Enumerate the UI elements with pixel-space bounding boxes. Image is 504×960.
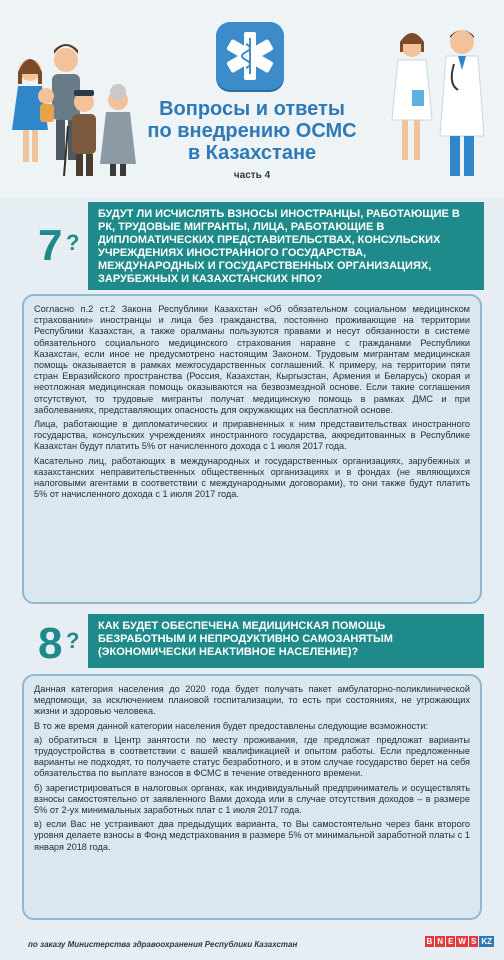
- answer-8-paragraph-3: а) обратиться в Центр занятости по месту проживания, где предложат предложат варианты трудоустройства в соответствии с вашей квалификацией и опытом работы. Если предложенные варианты не подходят, то получаете статус безработного, и в этом случае государство берет на себя обязательства по выплате взносов в ФСМС в течение отведенного времени.: [34, 734, 470, 779]
- answer-8-paragraph-4: б) зарегистрироваться в налоговых органах, как индивидуальный предприниматель и осуществлять взносы самостоятельно от заявленного Вами дохода или в случае отсутствия доходов – в размере 5% от 2-ух минимальных заработных плат с 1 июля 2017 года.: [34, 782, 470, 816]
- question-mark-icon: ?: [66, 628, 80, 653]
- brand-letter: W: [458, 937, 466, 946]
- bnews-logo: [425, 936, 494, 947]
- family-illustration: [6, 30, 146, 180]
- question-mark-icon: ?: [66, 230, 80, 255]
- brand-letter: E: [448, 937, 454, 946]
- doctors-illustration: [382, 20, 500, 188]
- footer-credit: по заказу Министерства здравоохранения Республики Казахстан: [28, 940, 298, 949]
- answer-7-paragraph-3: Касательно лиц, работающих в международных и государственных организациях, зарубежных и казахстанских неправительственных общественных организациях и в фондах (не являющихся налоговыми агентами в соответствии с международными договорами), то они также будут платить 5% от начисленного дохода с 1 июля 2017 года.: [34, 455, 470, 500]
- page-subtitle: часть 4: [233, 170, 271, 181]
- star-of-life-icon: [216, 22, 284, 90]
- question-7-number: 7: [38, 221, 63, 270]
- question-8-number: 8: [38, 619, 63, 668]
- brand-letter: S: [470, 937, 477, 946]
- answer-8-paragraph-2: В то же время данной категории населения будет предоставлены следующие возможности:: [34, 720, 429, 731]
- brand-suffix: KZ: [481, 937, 492, 946]
- answer-7-box: [22, 294, 482, 604]
- brand-letter: N: [437, 937, 444, 946]
- answer-8-paragraph-1: Данная категория населения до 2020 года будет получать пакет амбулаторно-поликлинической медпомощи, за исключением плановой госпитализации, то есть при состояниях, не угрожающих жизни и здоровью человека.: [34, 684, 470, 717]
- question-8-text: КАК БУДЕТ ОБЕСПЕЧЕНА МЕДИЦИНСКАЯ ПОМОЩЬ БЕЗРАБОТНЫМ И НЕПРОДУКТИВНО САМОЗАНЯТЫМ (ЭКОНОМИЧЕСКИ НЕАКТИВНОЕ НАСЕЛЕНИЕ)?: [88, 614, 484, 668]
- title-line-3: в Казахстане: [187, 142, 317, 164]
- brand-letter: B: [426, 937, 433, 946]
- header: [0, 0, 504, 198]
- answer-8-paragraph-5: в) если Вас не устраивают два предыдущих варианта, то Вы самостоятельно через банк второго уровня делаете взносы в Фонд медстрахования в размере 5% от минимальной заработной платы с 1 января 2018 года.: [34, 819, 470, 852]
- question-7-text: БУДУТ ЛИ ИСЧИСЛЯТЬ ВЗНОСЫ ИНОСТРАНЦЫ, РАБОТАЮЩИЕ В РК, ТРУДОВЫЕ МИГРАНТЫ, ЛИЦА, РАБОТАЮЩИЕ В ДИПЛОМАТИЧЕСКИХ ПРЕДСТАВИТЕЛЬСТВАХ, КОНСУЛЬСКИХ УЧРЕЖДЕНИЯХ ИНОСТРАННОГО ГОСУДАРСТВА, МЕЖДУНАРОДНЫХ И ГОСУДАРСТВЕННЫХ ОРГАНИЗАЦИЯХ, ЗАРУБЕЖНЫХ И КАЗАХСТАНСКИХ НПО?: [88, 202, 484, 290]
- title-line-1: Вопросы и ответы: [159, 98, 345, 120]
- answer-7-paragraph-2: Лица, работающие в дипломатических и приравненных к ним представительствах иностранного государства, консульских учреждениях иностранного государства, аккредитованных в Республике Казахстан будут платить 5% от начисленного дохода с 1 июля 2017 года.: [34, 419, 470, 452]
- page-title: [140, 98, 364, 164]
- answer-7-paragraph-1: Согласно п.2 ст.2 Закона Республики Казахстан «Об обязательном социальном медицинском страховании» иностранцы и лица без гражданства, постоянно проживающие на территории Республики Казахстан, а также оралманы пользуются правами и несут обязанности в системе обязательного социального медицинского страхования наравне с гражданами Республики Казахстан, если иное не предусмотрено настоящим Законом. Трудовым мигрантам медицинская помощь оказывается в рамках межгосударственных соглашений. К примеру, на территории пяти стран Евразийского пространства (Россия, Казахстан, Кыргызстан, Армения и Беларусь) скорая и неотложная медицинская помощь оказываются на безвозмездной основе. Если такие соглашения отсутствуют, то трудовые мигранты получат медицинскую помощь в рамках ДМС и при заболеваниях, представляющих опасность для окружающих на бесплатной основе.: [34, 304, 470, 415]
- title-line-2: по внедрению ОСМС: [147, 120, 357, 142]
- answer-8-box: [22, 674, 482, 920]
